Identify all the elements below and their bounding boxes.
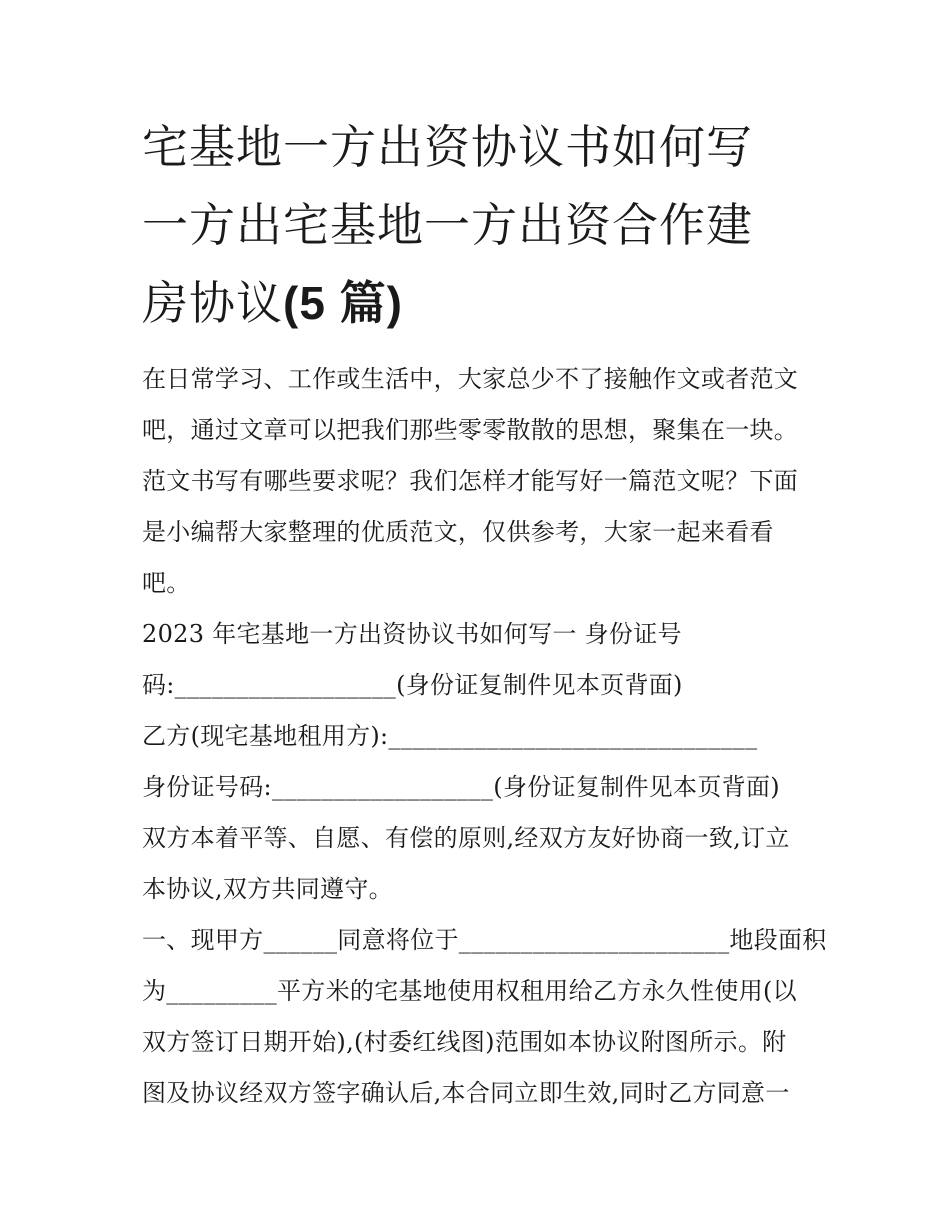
body-line-9: 身份证号码:__________________(身份证复制件见本页背面): [142, 773, 780, 801]
body-line-14: 双方签订日期开始),(村委红线图)范围如本协议附图所示。附: [142, 1028, 787, 1056]
title-line-1: 宅基地一方出资协议书如何写: [142, 120, 753, 174]
body-line-13: 为_________平方米的宅基地使用权租用给乙方永久性使用(以: [142, 977, 797, 1005]
body-line-7: 码:__________________(身份证复制件见本页背面): [142, 671, 683, 699]
document-body: [142, 354, 827, 1119]
body-line-1: 在日常学习、工作或生活中，大家总少不了接触作文或者范文: [142, 365, 799, 393]
body-line-4: 是小编帮大家整理的优质范文，仅供参考，大家一起来看看: [142, 518, 774, 546]
body-line-10: 双方本着平等、自愿、有偿的原则,经双方友好协商一致,订立: [142, 824, 790, 852]
body-line-12: 一、现甲方______同意将位于______________________地段面积: [142, 926, 827, 954]
body-line-15: 图及协议经双方签字确认后,本合同立即生效,同时乙方同意一: [142, 1079, 790, 1107]
title-line-3-text: 房协议: [142, 276, 283, 330]
title-suffix: (5 篇): [283, 277, 403, 329]
body-line-3: 范文书写有哪些要求呢？我们怎样才能写好一篇范文呢？下面: [142, 467, 799, 495]
document-title: [142, 108, 822, 342]
body-line-11: 本协议,双方共同遵守。: [142, 875, 393, 903]
body-line-8: 乙方(现宅基地租用方):______________________________: [142, 722, 758, 750]
body-line-2: 吧，通过文章可以把我们那些零零散散的思想，聚集在一块。: [142, 416, 799, 444]
title-line-3: [142, 264, 822, 342]
title-line-2: 一方出宅基地一方出资合作建: [142, 198, 753, 252]
body-line-5: 吧。: [142, 569, 191, 597]
body-line-6: 2023 年宅基地一方出资协议书如何写一 身份证号: [142, 620, 682, 648]
